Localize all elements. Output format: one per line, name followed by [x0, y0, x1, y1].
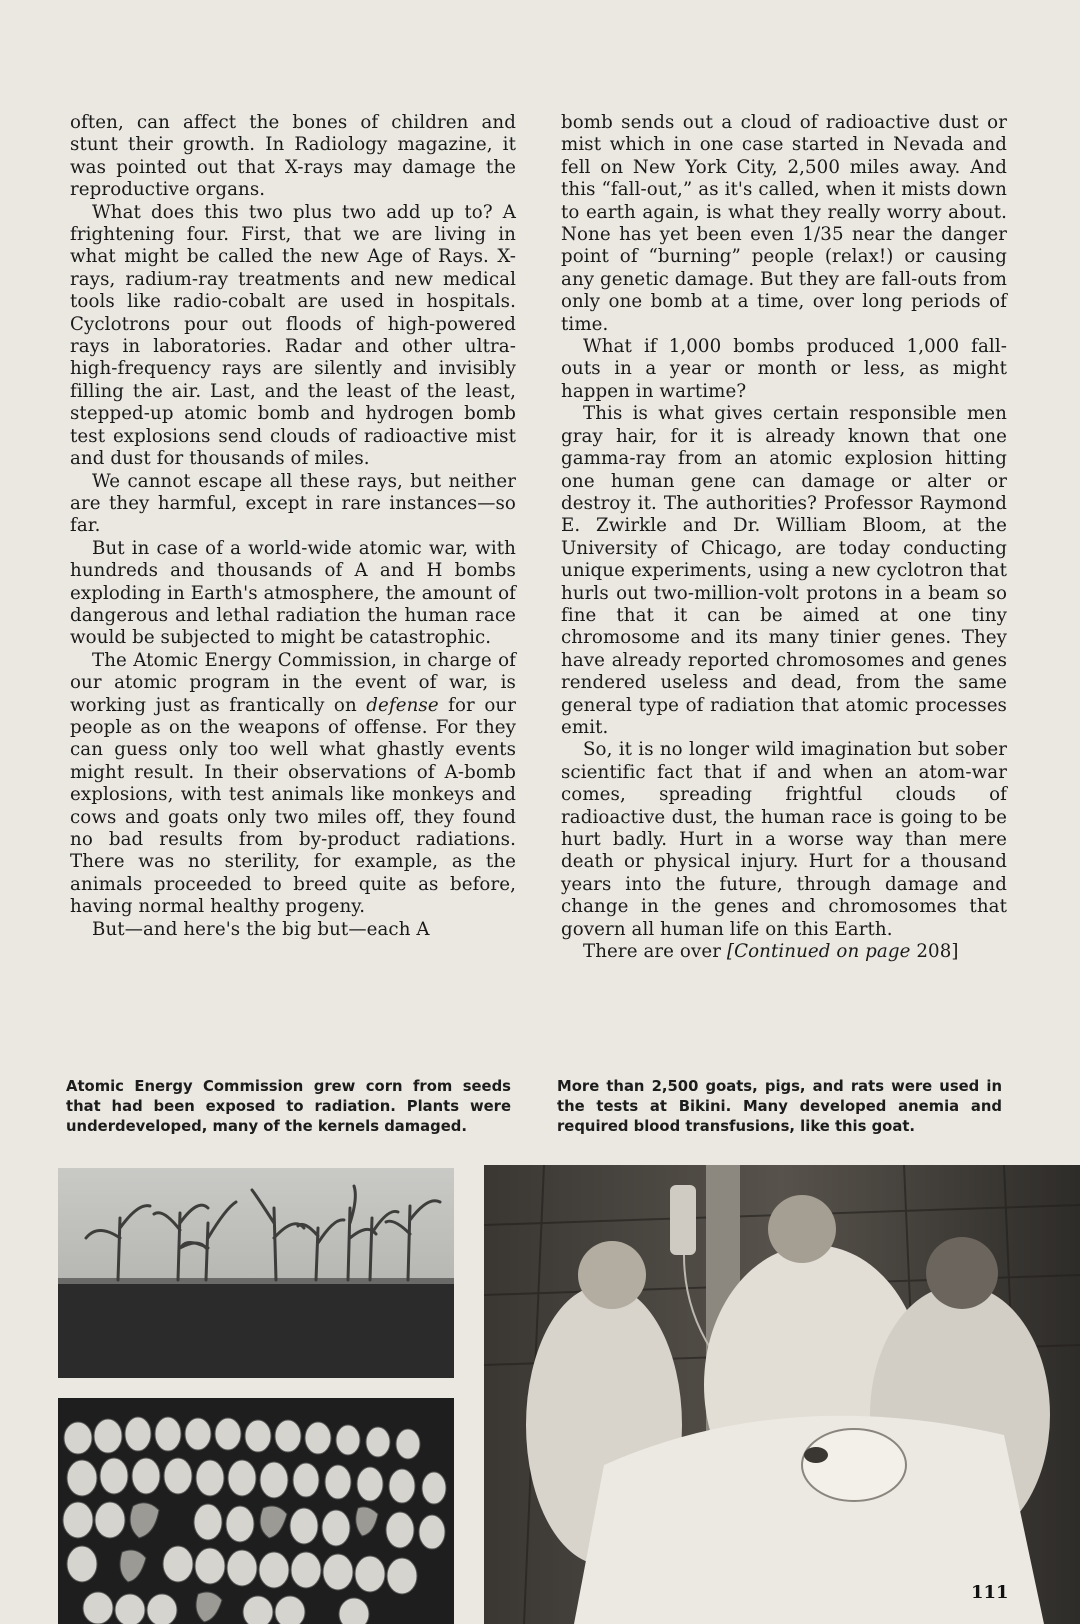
photo-caption-left: Atomic Energy Commission grew corn from seeds that had been exposed to radiation. Plants were underdeveloped, many of the kernels damaged. — [66, 1078, 511, 1135]
paragraph: But—and here's the big but—each A — [92, 918, 430, 940]
paragraph: often, can affect the bones of children and stunt their growth. In Radiology magazine, it was pointed out that X-rays may damage the reproductive organs. — [70, 112, 516, 201]
corn-kernels-illustration — [58, 1398, 454, 1624]
text-run: 208] — [910, 941, 959, 963]
photo-caption-right: More than 2,500 goats, pigs, and rats were used in the tests at Bikini. Many developed anemia and required blood transfusions, like this goat. — [557, 1078, 1002, 1135]
damaged-corn-kernels-photo — [58, 1398, 454, 1624]
text-run: There are over — [583, 941, 727, 963]
corn-seedlings-illustration — [58, 1168, 454, 1378]
paragraph: What if 1,000 bombs produced 1,000 fall-outs in a year or month or less, as might happen in wartime? — [561, 336, 1007, 402]
paragraph — [561, 941, 1007, 963]
paragraph: bomb sends out a cloud of radioactive dust or mist which in one case started in Nevada and fell on New York City, 2,500 miles away. And this “fall-out,” as it's called, when it mists down to earth again, is what they really worry about. None has yet been even 1/35 near the danger point of “burning” people (relax!) or causing any genetic damage. But they are fall-outs from only one bomb at a time, over long periods of time. — [561, 112, 1007, 335]
italic-text: defense — [366, 694, 439, 716]
text-run: for our people as on the weapons of offense. For they can guess only too well what ghastly events might result. In their observations of A-bomb explosions, with test animals like monkeys and cows and goats only two miles off, they found no bad results from by-product radiations. There was no sterility, for example, as the animals proceeded to breed quite as before, having normal healthy progeny. — [70, 694, 516, 918]
goat-transfusion-photo — [484, 1165, 1080, 1624]
article-column-right — [561, 112, 1007, 963]
page-number: 111 — [971, 1582, 1009, 1603]
article-column-left — [70, 112, 516, 941]
corn-seedlings-photo — [58, 1168, 454, 1378]
paragraph: What does this two plus two add up to? A frightening four. First, that we are living in what might be called the new Age of Rays. X-rays, radium-ray treatments and new medical tools like radio-cobalt are used in hospitals. Cyclotrons pour out floods of high-powered rays in laboratories. Radar and other ultra-high-frequency rays are silently and invisibly filling the air. Last, and the least of the least, stepped-up atomic bomb and hydrogen bomb test explosions send clouds of radioactive mist and dust for thousands of miles. — [70, 201, 516, 470]
paragraph: This is what gives certain responsible men gray hair, for it is already known that one gamma-ray from an atomic explosion hitting one human gene can damage or alter or destroy it. The authorities? Professor Raymond E. Zwirkle and Dr. William Bloom, at the University of Chicago, are today conducting unique experiments, using a new cyclotron that hurls out two-million-volt protons in a beam so fine that it can be aimed at one tiny chromosome and its many tinier genes. They have already reported chromosomes and genes rendered useless and dead, from the same general type of radiation that atomic processes emit. — [561, 403, 1007, 738]
paragraph: But in case of a world-wide atomic war, with hundreds and thousands of A and H bombs exploding in Earth's atmosphere, the amount of dangerous and lethal radiation the human race would be subjected to might be catastrophic. — [70, 537, 516, 649]
paragraph: We cannot escape all these rays, but neither are they harmful, except in rare instances—so far. — [70, 470, 516, 537]
paragraph — [70, 650, 516, 919]
continued-note: [Continued on page — [726, 941, 911, 963]
text-run: The Atomic Energy Commission, in charge of our atomic program in the event of war, is working just as frantically on — [70, 649, 516, 716]
goat-transfusion-illustration — [484, 1165, 1080, 1624]
paragraph: So, it is no longer wild imagination but sober scientific fact that if and when an atom-war comes, spreading frightful clouds of radioactive dust, the human race is going to be hurt badly. Hurt in a worse way than mere death or physical injury. Hurt for a thousand years into the future, through damage and change in the genes and chromosomes that govern all human life on this Earth. — [561, 739, 1007, 940]
